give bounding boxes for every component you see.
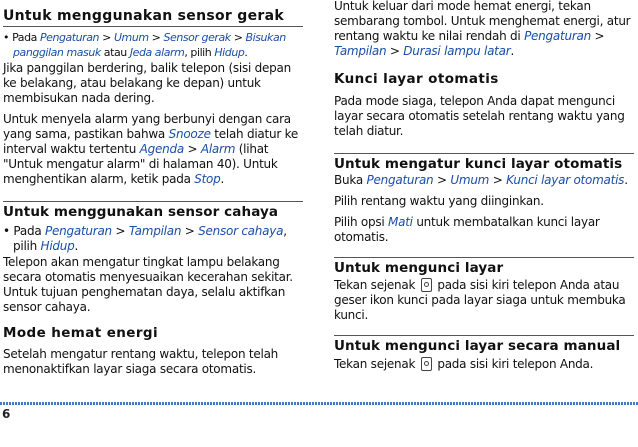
right-column (334, 0, 634, 372)
auto-lock-description: Pada mode siaga, telepon Anda dapat mengunci layar secara otomatis setelah rentang waktu yang telah diatur. (334, 94, 625, 138)
section-title-auto-lock: Kunci layar otomatis (334, 71, 499, 87)
power-saving-exit-description: Untuk keluar dari mode hemat energi, tekan sembarang tombol. Untuk menghemat energi, atur rentang waktu ke nilai rendah di Pengaturan > Tampilan > Durasi lampu latar. (334, 0, 631, 58)
left-column (3, 0, 303, 377)
light-sensor-description: Telepon akan mengatur tingkat lampu belakang secara otomatis menyesuaikan kecerahan sekitar. Untuk tujuan penghematan daya, selalu aktifkan sensor cahaya. (3, 255, 293, 314)
section-title-manual-lock: Untuk mengunci layar secara manual (334, 335, 634, 355)
set-auto-lock-step-2: Pilih rentang waktu yang diinginkan. (334, 194, 544, 208)
section-title-light-sensor: Untuk menggunakan sensor cahaya (3, 201, 303, 221)
light-sensor-steps: • Pada Pengaturan > Tampilan > Sensor cahaya, pilih Hidup. (3, 224, 287, 253)
page-number: 6 (2, 407, 11, 421)
set-auto-lock-step-1: Buka Pengaturan > Umum > Kunci layar otomatis. (334, 173, 628, 187)
lock-screen-description: Tekan sejenak pada sisi kiri telepon Anda atau geser ikon kunci pada layar siaga untuk membuka kunci. (334, 278, 626, 322)
section-title-motion-sensor: Untuk menggunakan sensor gerak (3, 8, 284, 24)
section-title-lock-screen: Untuk mengunci layar (334, 257, 634, 277)
alarm-snooze-description: Untuk menyela alarm yang berbunyi dengan cara yang sama, pastikan bahwa Snooze telah diatur ke interval waktu tertentu Agenda > Alarm (lihat "Untuk mengatur alarm" di halaman 40). Untuk menghentikan alarm, ketik pada Stop. (3, 112, 298, 186)
motion-sensor-description: Jika panggilan berdering, balik telepon (sisi depan ke belakang, atau belakang ke depan) untuk membisukan nada dering. (3, 61, 291, 105)
side-key-icon (421, 357, 432, 371)
section-title-power-saving: Mode hemat energi (3, 325, 158, 341)
section-rule (3, 26, 303, 27)
section-title-set-auto-lock: Untuk mengatur kunci layar otomatis (334, 153, 634, 173)
page-footer-bar (0, 402, 638, 405)
set-auto-lock-step-3: Pilih opsi Mati untuk membatalkan kunci layar otomatis. (334, 215, 600, 244)
manual-lock-description: Tekan sejenak pada sisi kiri telepon Anda. (334, 357, 594, 371)
power-saving-description: Setelah mengatur rentang waktu, telepon telah menonaktifkan layar siaga secara otomatis. (3, 347, 279, 376)
side-key-icon (421, 278, 432, 292)
motion-sensor-steps: • Pada Pengaturan > Umum > Sensor gerak > Bisukan panggilan masuk atau Jeda alarm, pilih Hidup. (3, 31, 286, 59)
